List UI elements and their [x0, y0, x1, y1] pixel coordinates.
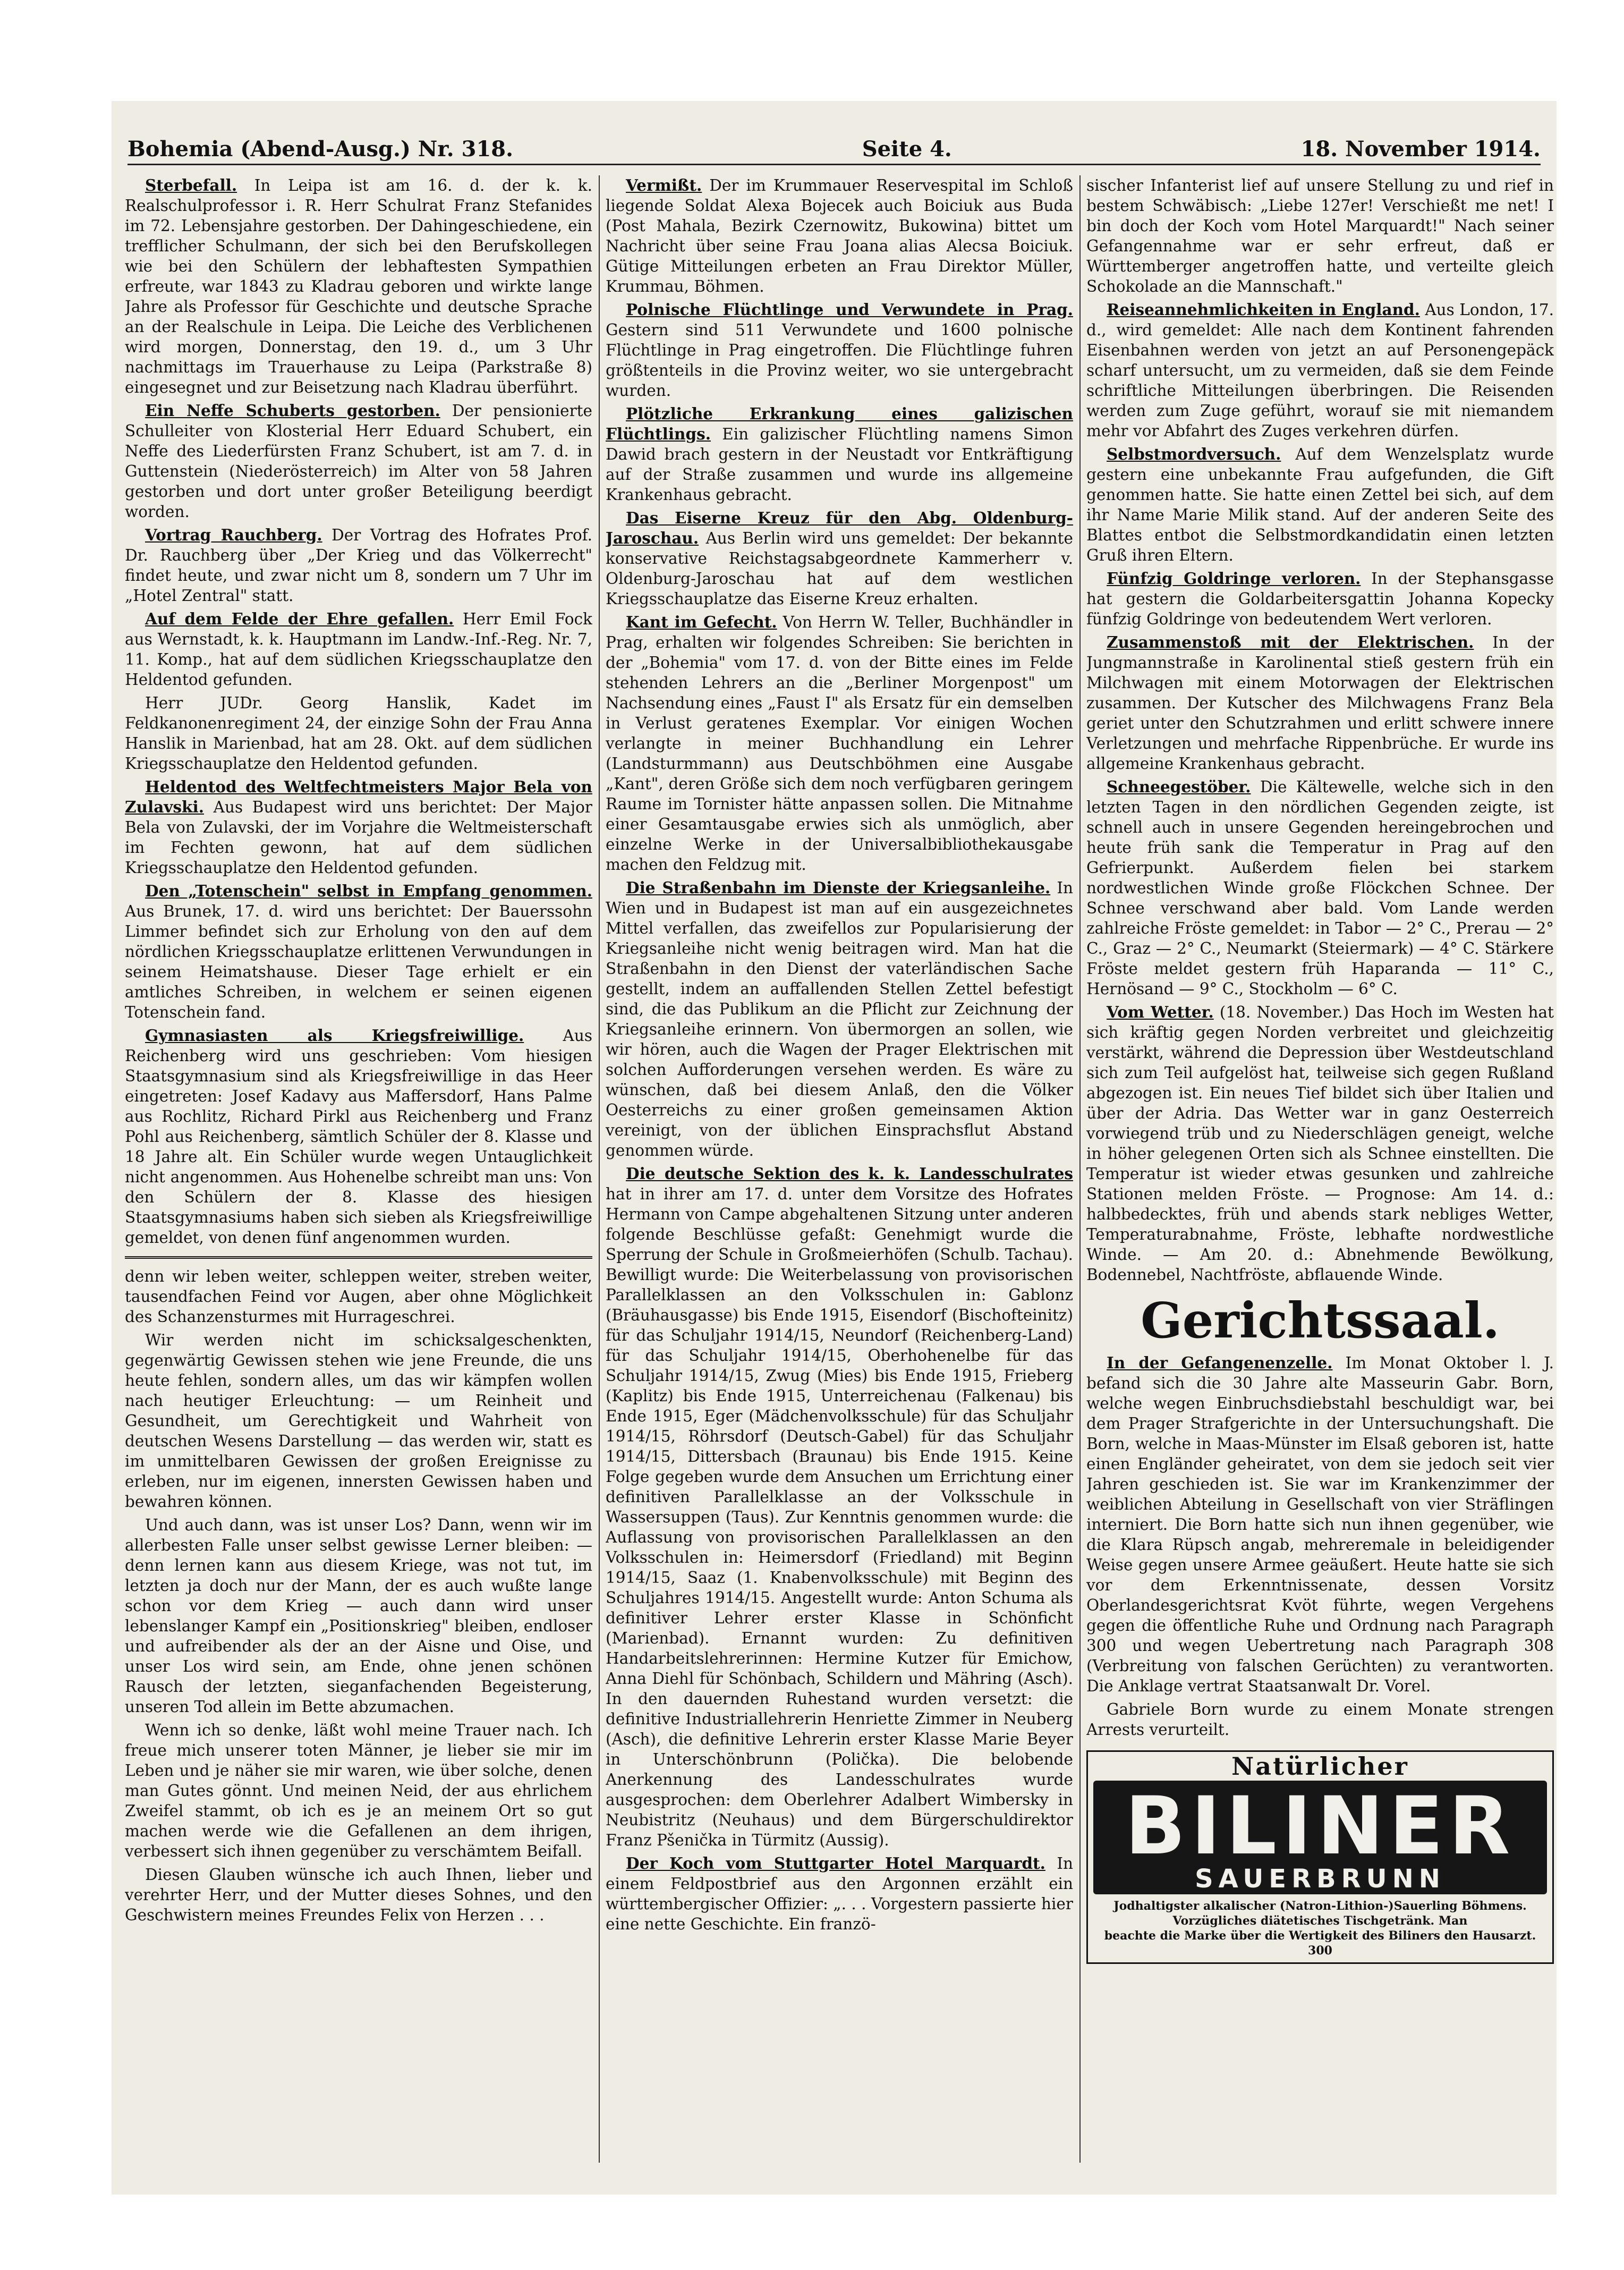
article-gefangenenzelle	[1086, 1353, 1554, 1696]
article-heading: Gymnasiasten als Kriegsfreiwillige.	[145, 1026, 524, 1045]
ad-brand: BILINER	[1125, 1780, 1516, 1873]
article-body: In der Jungmannstraße in Karolinental stieß gestern früh ein Milchwagen mit einem Motorwagen der Elektrischen zusammen. Der Kutscher des Milchwagens Franz Bela geriet unter den Schutzrahmen und erlitt schwere innere Verletzungen und mehrfache Rippenbrüche. Er wurde ins allgemeine Krankenhaus gebracht.	[1086, 633, 1554, 773]
article-eiserne-kreuz	[606, 508, 1073, 609]
article-heading: Auf dem Felde der Ehre gefallen.	[145, 609, 454, 628]
article-heading: Plötzliche Erkrankung eines galizischen Flüchtlings.	[606, 404, 1073, 443]
article-body: In Wien und in Budapest ist man auf ein ausgezeichnetes Mittel verfallen, das zweifellos zur Popularisierung der Kriegsanleihe nicht wenig beitragen wird. Man hat die Straßenbahn in den Dienst der vaterländischen Sache gestellt, indem an auffallenden Stellen Zettel befestigt sind, die das Publikum an die Pflicht zur Zeichnung der Kriegsanleihe erinnern. Von übermorgen an sollen, wie wir hören, auch die Wagen der Prager Elektrischen mit solchen Aufforderungen versehen werden. Es wäre zu wünschen, daß bei diesem Anlaß, den die Völker Oesterreichs zu einer großen gemeinsamen Aktion vereinigt, von der üblichen Einsprachsflut Abstand genommen würde.	[606, 879, 1073, 1159]
article-reiseannehmlichkeiten	[1086, 300, 1554, 441]
article-erkrankung	[606, 404, 1073, 505]
article-totenschein	[125, 881, 592, 1022]
article-body: Aus Reichenberg wird uns geschrieben: Vom hiesigen Staatsgymnasium sind als Kriegsfreiwillige in das Heer eingetreten: Josef Kadavy aus Maffersdorf, Hans Palme aus Rochlitz, Richard Pirkl aus Reichenberg und Franz Pohl aus Reichenberg, sämtlich Schüler der 8. Klasse und 18 Jahre alt. Ein Schüler wurde wegen Untauglichkeit nicht angenommen. Aus Hohenelbe schreibt man uns: Von den Schülern der 8. Klasse des hiesigen Staatsgymnasiums haben sich sieben als Kriegsfreiwillige gemeldet, von denen fünf angenommen wurden.	[125, 1027, 592, 1247]
article-heading: Selbstmordversuch.	[1107, 445, 1281, 463]
article-heading: Den „Totenschein" selbst in Empfang genommen.	[145, 882, 592, 900]
article-heading: Sterbefall.	[145, 176, 237, 194]
article-body: Aus Berlin wird uns gemeldet: Der bekannte konservative Reichstagsabgeordnete Kammerherr v. Oldenburg-Jaroschau hat auf dem westlichen Kriegsschauplatze das Eiserne Kreuz erhalten.	[606, 529, 1073, 608]
column-3	[1086, 175, 1554, 2163]
article-body: Herr JUDr. Georg Hanslik, Kadet im Feldkanonenregiment 24, der einzige Sohn der Frau Anna Hanslik in Marienbad, hat am 28. Okt. auf dem südlichen Kriegsschauplatze den Heldentod gefunden.	[125, 694, 592, 773]
feuilleton-paragraph: denn wir leben weiter, schleppen weiter, streben weiter, tausendfachen Feind vor Augen, aber ohne Möglichkeit des Schanzensturmes mit Hurrageschrei.	[125, 1267, 592, 1326]
column-rule-1	[599, 175, 600, 2163]
masthead-left: Bohemia (Abend-Ausg.) Nr. 318.	[127, 137, 514, 162]
article-vermisst	[606, 175, 1073, 297]
article-koch-marquardt	[606, 1853, 1073, 1934]
article-polnische-fluechtlinge	[606, 300, 1073, 401]
article-schneegestoeber	[1086, 777, 1554, 999]
article-heading: Das Eiserne Kreuz für den Abg. Oldenburg-Jaroschau.	[606, 509, 1073, 547]
article-neffe-schuberts	[125, 401, 592, 522]
article-wetter	[1086, 1002, 1554, 1285]
article-selbstmordversuch	[1086, 444, 1554, 565]
article-body: In der Stephansgasse hat gestern die Goldarbeitersgattin Johanna Kopecky fünfzig Goldringe von bedeutendem Wert verloren.	[1086, 570, 1554, 628]
feuilleton-paragraph: Wenn ich so denke, läßt wohl meine Trauer nach. Ich freue mich unserer toten Männer, je lieber sie mir im Leben und je näher sie mir waren, wie über solche, denen man Gutes gönnt. Und meinen Neid, der aus ehrlichem Zweifel stammt, ob ich es je an meinem Ort so gut machen werde wie die Gefallenen an dem ihrigen, verbessert sich ihnen gegenüber zu verschämtem Beifall.	[125, 1721, 592, 1860]
article-vortrag-rauchberg	[125, 525, 592, 606]
article-koch-continued: sischer Infanterist lief auf unsere Stellung zu und rief in bestem Schwäbisch: „Liebe 127er! Verschießt me net! I bin doch der Koch vom Hotel Marquardt!" Nach seiner Gefangennahme war er sehr erfreut, daß er Württemberger angetroffen hatte, und verteilte gleich Schokolade an die Mannschaft."	[1086, 176, 1554, 295]
article-body: Ein galizischer Flüchtling namens Simon Dawid brach gestern in der Neustadt vor Entkräftigung auf der Straße zusammen und wurde ins allgemeine Krankenhaus gebracht.	[606, 425, 1073, 504]
article-heading: In der Gefangenenzelle.	[1107, 1353, 1333, 1372]
newspaper-page	[112, 101, 1557, 2195]
article-zusammenstoss	[1086, 632, 1554, 774]
article-sterbefall	[125, 175, 592, 397]
article-body: Von Herrn W. Teller, Buchhändler in Prag, erhalten wir folgendes Schreiben: Sie berichten in der „Bohemia" vom 17. d. von der Bitte eines im Felde stehenden Lehrers an die „Berliner Morgenpost" um Nachsendung eines „Faust I" als Ersatz für ein demselben in Verlust geratenes Exemplar. Vor einigen Wochen verlangte in meiner Buchhandlung ein Lehrer (Landsturmmann) aus Deutschböhmen eine Ausgabe „Kant", deren Größe sich dem noch verfügbaren geringem Raume im Tornister hätte anpassen sollen. Die Mitnahme einer Gesamtausgabe erwies sich als unmöglich, aber einzelne Werke in der Universalbibliothekausgabe machen den Feldzug mit.	[606, 613, 1073, 874]
ad-fine-print: Jodhaltigster alkalischer (Natron-Lithion-)Sauerling Böhmens. Vorzügliches diätetisches Tischgetränk. Man	[1113, 1899, 1527, 1928]
article-heldentod-zulavski	[125, 777, 592, 878]
page-number: Seite 4.	[862, 137, 952, 162]
page-header	[127, 126, 1541, 165]
ad-subbrand: SAUERBRUNN	[1195, 1864, 1446, 1894]
article-urteil: Gabriele Born wurde zu einem Monate strengen Arrests verurteilt.	[1086, 1700, 1554, 1739]
column-2	[606, 175, 1073, 2163]
article-heading: Fünfzig Goldringe verloren.	[1107, 569, 1361, 588]
article-heading: Die Straßenbahn im Dienste der Kriegsanleihe.	[626, 878, 1051, 897]
ad-logo-box	[1093, 1781, 1547, 1894]
article-body: In Leipa ist am 16. d. der k. k. Realschulprofessor i. R. Herr Schulrat Franz Stefanides im 72. Lebensjahre gestorben. Der Dahingeschiedene, ein trefflicher Schulmann, der sich bei den Berufskollegen wie bei den Schülern der lebhaftesten Sympathien erfreute, war 1843 zu Kladrau geboren und wirkte lange Jahre als Professor für Geschichte und deutsche Sprache an der Realschule in Leipa. Die Leiche des Verblichenen wird morgen, Donnerstag, den 19. d., um 3 Uhr nachmittags im Trauerhause zu Leipa (Parkstraße 8) eingesegnet und zur Beisetzung nach Kladrau überführt.	[125, 176, 592, 396]
article-heading: Ein Neffe Schuberts gestorben.	[145, 401, 440, 420]
feuilleton-paragraph: Und auch dann, was ist unser Los? Dann, wenn wir im allerbesten Falle unser selbst gewisse Lerner bleiben: — denn lernen kann aus diesem Kriege, was not tut, im letzten ja doch nur der Mann, der es auch wußte lange schon vor dem Krieg — auch dann wird unser lebenslanger Kampf ein „Positionskrieg" bleiben, endloser und aufreibender als der an der Aisne und Oise, und unser Los wird sein, am Ende, ohne jenen schönen Rausch der letzten, sieganfachenden Begeisterung, unseren Tod allein im Bette abzumachen.	[125, 1516, 592, 1716]
article-heading: Reiseannehmlichkeiten in England.	[1107, 300, 1420, 319]
article-body: Auf dem Wenzelsplatz wurde gestern eine unbekannte Frau aufgefunden, die Gift genommen hatte. Sie hatte einen Zettel bei sich, auf dem ihr Name Marie Milik stand. Auf der anderen Seite des Blattes entbot die Selbstmordkandidatin einen letzten Gruß ihren Eltern.	[1086, 445, 1554, 564]
article-body: Im Monat Oktober l. J. befand sich die 30 Jahre alte Masseurin Gabr. Born, welche wegen Einbruchsdiebstahl beschuldigt war, bei dem Prager Strafgerichte in der Untersuchungshaft. Die Born, welche in Maas-Münster im Elsaß geboren ist, hatte einen Engländer geheiratet, von dem sie jedoch seit vier Jahren geschieden ist. Sie war im Krankenzimmer der weiblichen Abteilung in Gesellschaft von vier Sträflingen interniert. Die Born hatte sich nun ihnen gegenüber, wie die Klara Rüpsch angab, mehreremale in beleidigender Weise gegen unsere Armee geäußert. Heute hatte sie sich vor dem Erkenntnissenate, dessen Vorsitz Oberlandesgerichtsrat Kvöt führte, wegen Vergehens gegen die öffentliche Ruhe und Ordnung nach Paragraph 300 und wegen Uebertretung nach Paragraph 308 (Verbreitung von falschen Gerüchten) zu verantworten. Die Anklage vertrat Staatsanwalt Dr. Vorel.	[1086, 1354, 1554, 1695]
article-heading: Vortrag Rauchberg.	[145, 526, 322, 544]
article-heading: Zusammenstoß mit der Elektrischen.	[1107, 633, 1474, 651]
article-heading: Die deutsche Sektion des k. k. Landesschulrates	[626, 1164, 1073, 1183]
article-gefallen	[125, 609, 592, 690]
article-kant-im-gefecht	[606, 612, 1073, 875]
article-heading: Polnische Flüchtlinge und Verwundete in Prag.	[626, 300, 1073, 319]
article-body: Aus Brunek, 17. d. wird uns berichtet: Der Bauerssohn Limmer befindet sich zur Erholung von den auf dem nördlichen Kriegsschauplatze erlittenen Verwundungen in seinem Heimatshause. Dieser Tage erhielt er ein amtliches Schreiben, in welchem er seinen eigenen Totenschein fand.	[125, 902, 592, 1021]
article-landesschulrat	[606, 1164, 1073, 1850]
feuilleton-continuation	[125, 1256, 592, 1925]
article-heading: Vom Wetter.	[1107, 1003, 1214, 1021]
article-body: hat in ihrer am 17. d. unter dem Vorsitze des Hofrates Hermann von Campe abgehaltenen Sitzung unter anderen folgende Beschlüsse gefaßt: Genehmigt wurde die Sperrung der Schule in Großmeierhöfen (Schulb. Tachau). Bewilligt wurde: Die Weiterbelassung von provisorischen Parallelklassen an den Volksschulen in: Gablonz (Bräuhausgasse) bis Ende 1915, Eisendorf (Bischofteinitz) für das Schuljahr 1914/15, Neundorf (Reichenberg-Land) für das Schuljahr 1914/15, Oberhohenelbe für das Schuljahr 1914/15, Zwug (Mies) bis Ende 1915, Frieberg (Kaplitz) bis Ende 1915, Unterreichenau (Falkenau) bis Ende 1915, Eger (Mädchenvolksschule) für das Schuljahr 1914/15, Röhrsdorf (Deutsch-Gabel) für das Schuljahr 1914/15, Dittersbach (Braunau) bis Ende 1915. Keine Folge gegeben wurde dem Ansuchen um Errichtung einer definitiven Parallelklasse an der Volksschule in Wassersuppen (Taus). Zur Kenntnis genommen wurde: die Auflassung von provisorischen Parallelklassen an den Volksschulen in: Heimersdorf (Friedland) mit Beginn 1914/15, Saaz (1. Knabenvolksschule) mit Beginn des Schuljahres 1914/15. Angestellt wurde: Anton Schuma als definitiver Lehrer erster Klasse in Schönficht (Marienbad). Ernannt wurden: Zu definitiven Handarbeitslehrerinnen: Hermine Kutzer für Emichow, Anna Diehl für Schönbach, Schildern und Mähring (Asch). In den dauernden Ruhestand wurden versetzt: die definitive Industriallehrerin Henriette Zimmer in Neuberg (Asch), die definitive Lehrerin erster Klasse Marie Beyer in Unterschönbrunn (Polička). Die belobende Anerkennung des Landesschulrates wurde ausgesprochen: dem Oberlehrer Adalbert Wimbersky in Neubistritz (Neuhaus) und dem Bürgerschuldirektor Franz Pšenička in Türmitz (Aussig).	[606, 1185, 1073, 1849]
column-1	[125, 175, 592, 2163]
article-body: Der pensionierte Schulleiter von Klosterial Herr Eduard Schubert, ein Neffe des Liederfürsten Franz Schubert, ist am 7. d. in Guttenstein (Niederösterreich) im Alter von 58 Jahren gestorben und dort unter großer Beteiligung beerdigt worden.	[125, 402, 592, 521]
ad-fine-print: beachte die Marke über die Wertigkeit des Biliners den Hausarzt. 300	[1104, 1929, 1536, 1958]
feuilleton-paragraph: Wir werden nicht im schicksalgeschenkten, gegenwärtig Gewissen stehen wie jene Freunde, die uns heute fehlen, sondern alles, um das wir kämpfen wollen nach heutiger Erleuchtung: — um Reinheit und Gesundheit, um Gerechtigkeit und Wahrheit von deutschen Wesens Darstellung — das werden wir, statt es im unmittelbaren Gewissen der großen Ereignisse zu erleben, nur im eigenen, innersten Gewissen haben und bewahren können.	[125, 1331, 592, 1511]
article-body: In einem Feldpostbrief aus den Argonnen erzählt ein württembergischer Offizier: „. . . Vorgestern passierte hier eine nette Geschichte. Ein franzö-	[606, 1854, 1073, 1933]
article-gymnasiasten	[125, 1026, 592, 1248]
advertisement-biliner	[1086, 1750, 1554, 1964]
article-body: Gestern sind 511 Verwundete und 1600 polnische Flüchtlinge in Prag eingetroffen. Die Flüchtlinge fuhren größtenteils in die Provinz weiter, wo sie untergebracht wurden.	[606, 321, 1073, 400]
article-heading: Vermißt.	[626, 176, 702, 194]
article-body: Der Vortrag des Hofrates Prof. Dr. Rauchberg über „Der Krieg und das Völkerrecht" findet heute, und zwar nicht um 8, sondern um 7 Uhr im „Hotel Zentral" statt.	[125, 526, 592, 605]
article-body: Aus London, 17. d., wird gemeldet: Alle nach dem Kontinent fahrenden Eisenbahnen werden von jetzt an auf Personengepäck scharf untersucht, um zu vermeiden, daß sie dem Feinde schriftliche Mitteilungen überbringen. Die Reisenden werden zum Zuge geführt, worauf sie mit niemandem mehr vor Abfahrt des Zuges verkehren dürfen.	[1086, 301, 1554, 440]
article-body: Aus Budapest wird uns berichtet: Der Major Bela von Zulavski, der im Vorjahre die Weltmeisterschaft im Fechten gewonn, hat auf dem südlichen Kriegsschauplatze den Heldentod gefunden.	[125, 798, 592, 877]
article-heading: Kant im Gefecht.	[626, 613, 777, 631]
article-heading: Der Koch vom Stuttgarter Hotel Marquardt.	[626, 1854, 1045, 1873]
feuilleton-paragraph: Diesen Glauben wünsche ich auch Ihnen, lieber und verehrter Herr, und der Mutter dieses Sohnes, und den Geschwistern meines Freundes Felix von Herzen . . .	[125, 1866, 592, 1924]
article-body: Herr Emil Fock aus Wernstadt, k. k. Hauptmann im Landw.-Inf.-Reg. Nr. 7, 11. Komp., hat auf dem südlichen Kriegsschauplatze den Heldentod gefunden.	[125, 610, 592, 689]
article-hanslik	[125, 693, 592, 774]
article-goldringe	[1086, 569, 1554, 629]
section-title-gerichtssaal: Gerichtssaal.	[1141, 1292, 1500, 1349]
article-body: Die Kältewelle, welche sich in den letzten Tagen in den nördlichen Gegenden zeigte, ist schnell auch in unsere Gegenden hereingebrochen und heute früh sank die Temperatur in Prag auf den Gefrierpunkt. Außerdem fielen bei starkem nordwestlichen Winde große Flöckchen Schnee. Der Schnee verschwand aber bald. Vom Lande werden zahlreiche Fröste gemeldet: in Tabor — 2° C., Prerau — 2° C., Graz — 2° C., Neumarkt (Steiermark) — 4° C. Stärkere Fröste meldet gestern früh Haparanda — 11° C., Hernösand — 9° C., Stockholm — 6° C.	[1086, 778, 1554, 998]
article-heading: Heldentod des Weltfechtmeisters Major Bela von Zulavski.	[125, 777, 592, 816]
article-body: (18. November.) Das Hoch im Westen hat sich kräftig gegen Norden verbreitet und gleichzeitig verstärkt, während die Depression über Westdeutschland sich zum Teil aufgelöst hat, teilweise sich gegen Rußland abgezogen ist. Ein neues Tief bildet sich über Italien und über der Adria. Das Wetter war in ganz Oesterreich vorwiegend trüb und zu Niederschlägen geneigt, welche in höher gelegenen Orten sich als Schnee einstellten. Die Temperatur ist wieder etwas gesunken und zahlreiche Stationen melden Fröste. — Prognose: Am 14. d.: halbbedecktes, früh und abends stark nebliges Wetter, Temperaturabnahme, Fröste, lebhafte nordwestliche Winde. — Am 20. d.: Abnehmende Bewölkung, Bodennebel, Nachtfröste, abflauende Winde.	[1086, 1003, 1554, 1284]
ad-tagline: Natürlicher	[1231, 1752, 1409, 1781]
column-rule-2	[1079, 175, 1081, 2163]
article-heading: Schneegestöber.	[1107, 777, 1251, 796]
article-body: Der im Krummauer Reservespital im Schloß liegende Soldat Alexa Bojecek auch Boiciuk aus Buda (Post Mahala, Bezirk Czernowitz, Bukowina) bittet um Nachricht über seine Frau Joana alias Alecsa Boiciuk. Gütige Mitteilungen erbeten an Frau Direktor Müller, Krummau, Böhmen.	[606, 176, 1073, 295]
issue-date: 18. November 1914.	[1300, 137, 1541, 162]
article-strassenbahn	[606, 878, 1073, 1161]
